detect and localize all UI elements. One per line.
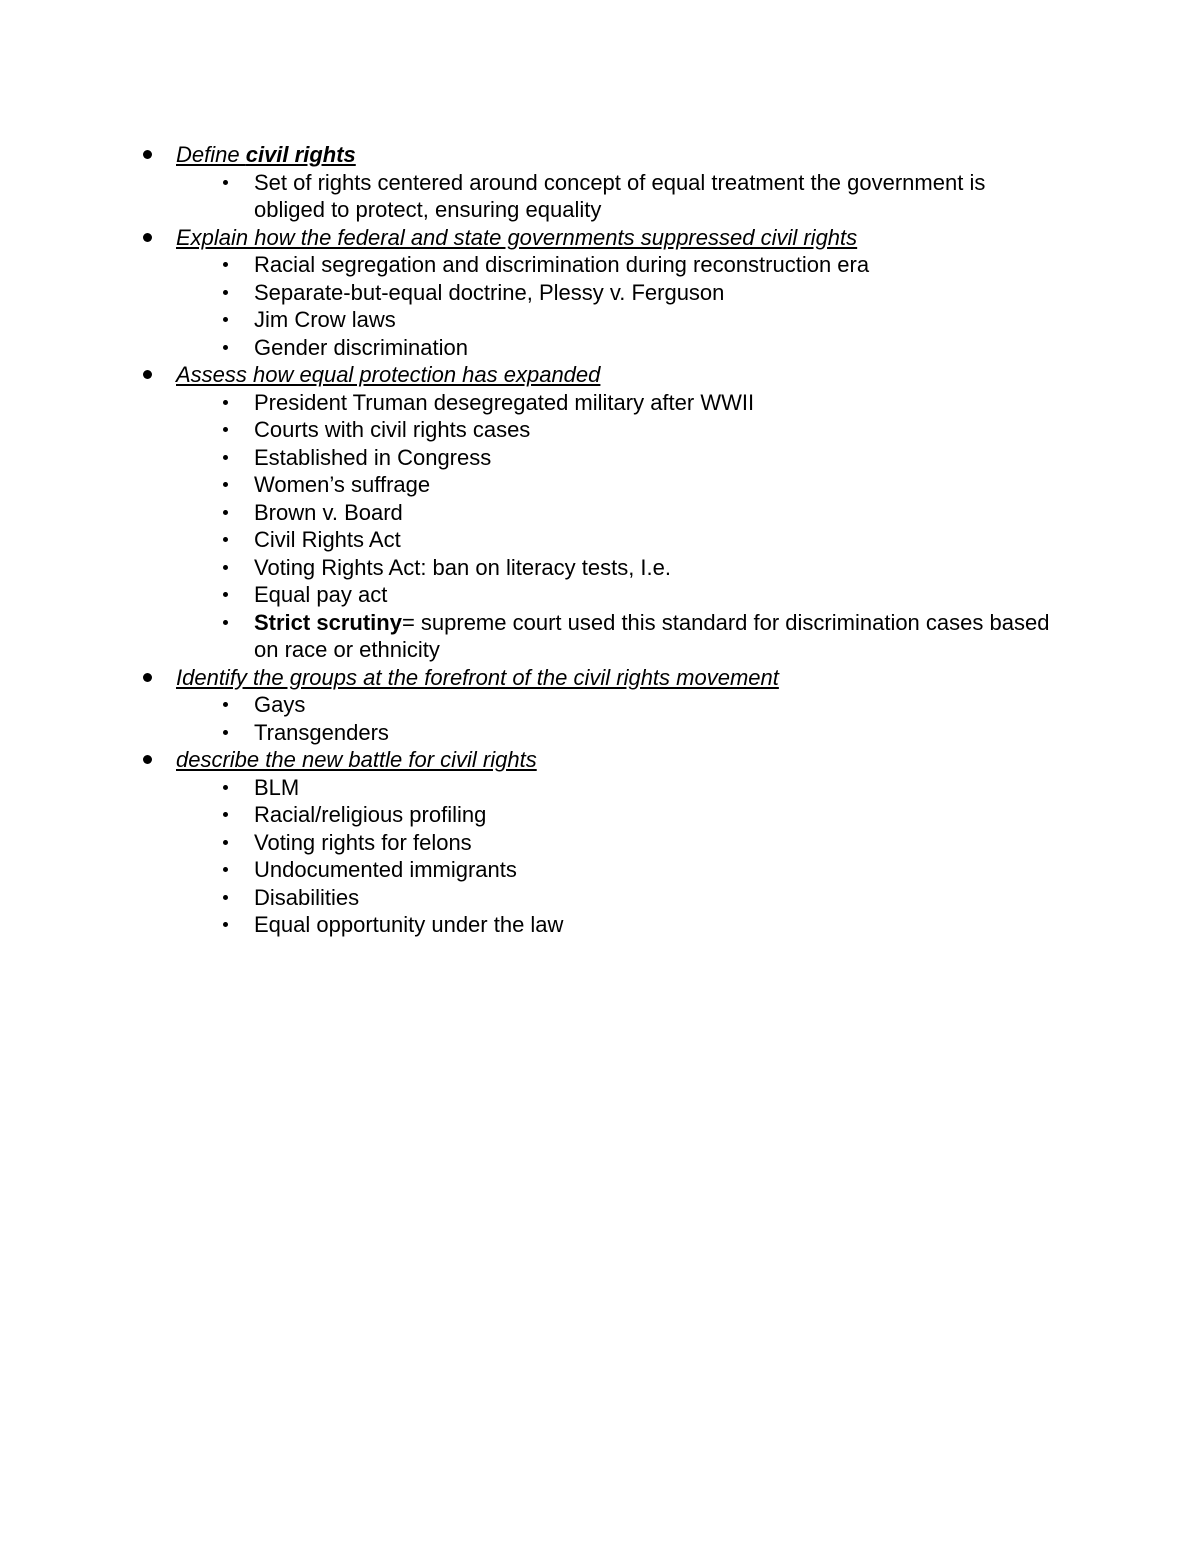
list-item — [0, 774, 1200, 802]
list-item-text: Brown v. Board — [254, 499, 403, 525]
list-item — [0, 306, 1200, 334]
list-item — [0, 801, 1200, 829]
sub-list — [0, 169, 1200, 224]
bullet-icon — [223, 262, 228, 267]
topic-heading-bold-text: civil rights — [245, 142, 356, 167]
bullet-icon — [223, 730, 228, 735]
sub-list — [0, 251, 1200, 361]
bullet-icon — [223, 812, 228, 817]
list-item — [0, 609, 1200, 664]
list-item-text: Racial/religious profiling — [254, 802, 487, 827]
bullet-icon — [223, 895, 228, 900]
list-item-text: Gays — [254, 692, 306, 717]
list-item-text: Undocumented immigrants — [254, 857, 517, 882]
list-item-text: Transgenders — [254, 719, 389, 745]
list-item-text: Civil Rights Act — [254, 527, 401, 552]
list-item — [0, 691, 1200, 719]
bullet-icon — [223, 537, 228, 542]
list-item — [0, 444, 1200, 472]
list-item-text: Equal pay act — [254, 582, 388, 607]
topic-heading — [0, 141, 1200, 169]
list-item — [0, 416, 1200, 444]
list-item — [0, 471, 1200, 499]
list-item-text: = supreme court used this standard for discrimination cases based on race or ethnicity — [254, 609, 1050, 662]
bullet-icon — [143, 370, 152, 379]
list-item-text: Disabilities — [254, 884, 360, 910]
bullet-icon — [223, 455, 228, 460]
list-item — [0, 526, 1200, 554]
bullet-icon — [223, 922, 228, 927]
list-item — [0, 884, 1200, 912]
bullet-icon — [223, 427, 228, 432]
bullet-icon — [223, 345, 228, 350]
list-item-text: Jim Crow laws — [254, 307, 396, 332]
topic-heading-text: Explain how the federal and state governments suppressed civil rights — [176, 224, 858, 250]
bullet-icon — [223, 482, 228, 487]
list-item — [0, 581, 1200, 609]
bullet-icon — [143, 755, 152, 764]
list-item — [0, 554, 1200, 582]
topic-heading-text: Define — [176, 142, 246, 167]
list-item-text: Women’s suffrage — [254, 472, 431, 497]
topic-heading — [0, 224, 1200, 252]
topic-heading — [0, 746, 1200, 774]
list-item — [0, 829, 1200, 857]
list-item-text: Voting Rights Act: ban on literacy tests, I.e. — [254, 554, 672, 580]
bullet-icon — [143, 150, 152, 159]
bullet-icon — [223, 840, 228, 845]
list-item — [0, 334, 1200, 362]
list-item — [0, 499, 1200, 527]
topic-define-civil-rights — [0, 141, 1200, 224]
bullet-icon — [223, 317, 228, 322]
list-item — [0, 911, 1200, 939]
bullet-icon — [223, 702, 228, 707]
list-item-text: Voting rights for felons — [254, 829, 472, 855]
sub-list — [0, 774, 1200, 939]
bullet-icon — [143, 673, 152, 682]
topic-heading-text: Assess how equal protection has expanded — [176, 362, 601, 387]
topic-suppressed-civil-rights — [0, 224, 1200, 362]
list-item — [0, 279, 1200, 307]
bullet-icon — [143, 233, 152, 242]
bullet-icon — [223, 400, 228, 405]
list-item — [0, 719, 1200, 747]
topic-heading-text: describe the new battle for civil rights — [176, 747, 537, 772]
list-item — [0, 856, 1200, 884]
topic-new-battle — [0, 746, 1200, 939]
sub-list — [0, 691, 1200, 746]
bullet-icon — [223, 867, 228, 872]
list-item — [0, 169, 1200, 224]
bullet-icon — [223, 510, 228, 515]
bullet-icon — [223, 592, 228, 597]
list-item — [0, 389, 1200, 417]
bullet-icon — [223, 785, 228, 790]
list-item-bold-text: Strict scrutiny — [254, 609, 402, 635]
list-item-text: President Truman desegregated military after WWII — [254, 389, 755, 415]
sub-list — [0, 389, 1200, 664]
list-item-text: Racial segregation and discrimination during reconstruction era — [254, 252, 870, 277]
topic-heading — [0, 664, 1200, 692]
bullet-icon — [223, 290, 228, 295]
list-item-text: Established in Congress — [254, 444, 492, 470]
list-item-text: Gender discrimination — [254, 334, 468, 360]
bullet-icon — [223, 180, 228, 185]
list-item-text: Equal opportunity under the law — [254, 912, 564, 937]
topic-groups-forefront — [0, 664, 1200, 747]
topic-heading-text: Identify the groups at the forefront of the civil rights movement — [176, 664, 779, 690]
list-item — [0, 251, 1200, 279]
topic-heading — [0, 361, 1200, 389]
bullet-icon — [223, 565, 228, 570]
list-item-text: Set of rights centered around concept of equal treatment the government is obliged to protect, ensuring equality — [254, 169, 986, 222]
list-item-text: Separate-but-equal doctrine, Plessy v. Ferguson — [254, 279, 725, 305]
bullet-icon — [223, 620, 228, 625]
notes-outline — [0, 141, 1200, 939]
list-item-text: BLM — [254, 774, 300, 800]
list-item-text: Courts with civil rights cases — [254, 417, 531, 442]
topic-equal-protection-expanded — [0, 361, 1200, 664]
